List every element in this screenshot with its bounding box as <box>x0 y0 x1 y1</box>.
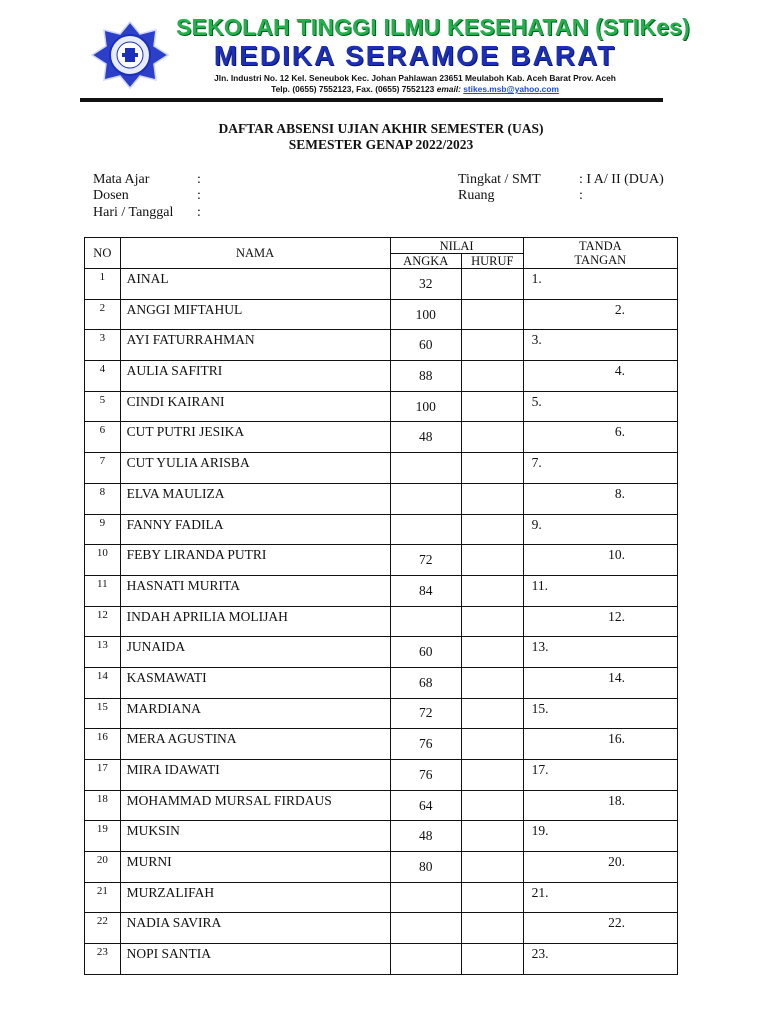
row-angka: 60 <box>390 330 462 361</box>
row-huruf <box>462 514 524 545</box>
row-tanda-tangan <box>523 790 677 821</box>
hari-tanggal-colon: : <box>197 205 201 220</box>
row-huruf <box>462 698 524 729</box>
signature-number: 12. <box>608 608 625 624</box>
row-nama: JUNAIDA <box>120 637 390 668</box>
row-nama: MOHAMMAD MURSAL FIRDAUS <box>120 790 390 821</box>
row-nama: AINAL <box>120 269 390 300</box>
row-nama: FANNY FADILA <box>120 514 390 545</box>
signature-number: 23. <box>531 946 549 962</box>
signature-number: 4. <box>614 363 625 379</box>
row-tanda-tangan <box>523 330 677 361</box>
row-nama: AULIA SAFITRI <box>120 361 390 392</box>
signature-number: 1. <box>531 271 542 286</box>
row-no: 23 <box>85 944 121 975</box>
table-row <box>85 729 678 760</box>
signature-number: 14. <box>608 669 625 685</box>
table-row <box>85 269 678 300</box>
row-angka <box>390 882 462 913</box>
row-huruf <box>462 391 524 422</box>
row-angka: 64 <box>390 790 462 821</box>
row-nama: CINDI KAIRANI <box>120 391 390 422</box>
header-nama: NAMA <box>120 238 390 269</box>
row-no: 18 <box>85 790 121 821</box>
row-no: 6 <box>85 422 121 453</box>
row-nama: MURNI <box>120 852 390 883</box>
header-nilai: NILAI <box>390 238 523 254</box>
row-tanda-tangan <box>523 483 677 514</box>
institution-name: MEDIKA SERAMOE BARAT <box>213 40 617 71</box>
row-angka: 48 <box>390 821 462 852</box>
row-nama: NADIA SAVIRA <box>120 913 390 944</box>
row-nama: KASMAWATI <box>120 667 390 698</box>
table-row <box>85 667 678 698</box>
ruang-label: Ruang <box>458 188 495 203</box>
row-nama: FEBY LIRANDA PUTRI <box>120 545 390 576</box>
tingkat-label: Tingkat / SMT <box>458 172 541 187</box>
ruang-value: : <box>579 188 583 203</box>
mata-ajar-label: Mata Ajar <box>93 172 150 187</box>
document-subtitle: SEMESTER GENAP 2022/2023 <box>288 137 474 152</box>
row-no: 15 <box>85 698 121 729</box>
row-no: 19 <box>85 821 121 852</box>
row-angka: 32 <box>390 269 462 300</box>
row-angka: 80 <box>390 852 462 883</box>
row-nama: CUT YULIA ARISBA <box>120 453 390 484</box>
hari-tanggal-label: Hari / Tanggal <box>93 205 174 220</box>
row-huruf <box>462 453 524 484</box>
row-angka <box>390 483 462 514</box>
signature-number: 20. <box>608 854 625 870</box>
row-huruf <box>462 667 524 698</box>
row-nama: MUKSIN <box>120 821 390 852</box>
header-angka: ANGKA <box>390 254 462 269</box>
signature-number: 3. <box>531 332 542 348</box>
table-row <box>85 422 678 453</box>
row-nama: MURZALIFAH <box>120 882 390 913</box>
row-tanda-tangan <box>523 852 677 883</box>
row-no: 3 <box>85 330 121 361</box>
row-tanda-tangan <box>523 545 677 576</box>
row-huruf <box>462 821 524 852</box>
table-row <box>85 913 678 944</box>
table-row <box>85 790 678 821</box>
row-tanda-tangan <box>523 882 677 913</box>
signature-number: 16. <box>608 731 625 747</box>
row-nama: CUT PUTRI JESIKA <box>120 422 390 453</box>
signature-number: 8. <box>614 485 625 501</box>
table-row <box>85 545 678 576</box>
row-nama: ANGGI MIFTAHUL <box>120 299 390 330</box>
table-row <box>85 361 678 392</box>
row-angka: 76 <box>390 729 462 760</box>
table-row <box>85 882 678 913</box>
institution-address: Jln. Industri No. 12 Kel. Seneubok Kec. Johan Pahlawan 23651 Meulaboh Kab. Aceh Barat Prov. Aceh <box>214 73 616 83</box>
row-huruf <box>462 545 524 576</box>
row-tanda-tangan <box>523 422 677 453</box>
row-huruf <box>462 729 524 760</box>
signature-number: 10. <box>608 547 625 563</box>
row-angka: 76 <box>390 760 462 791</box>
row-no: 13 <box>85 637 121 668</box>
table-row <box>85 698 678 729</box>
row-angka: 72 <box>390 545 462 576</box>
row-no: 11 <box>85 575 121 606</box>
table-row <box>85 852 678 883</box>
row-angka: 100 <box>390 299 462 330</box>
row-tanda-tangan <box>523 637 677 668</box>
tingkat-value: : I A/ II (DUA) <box>579 172 664 187</box>
header-tanda: TANDA <box>578 239 622 253</box>
row-angka: 72 <box>390 698 462 729</box>
row-nama: AYI FATURRAHMAN <box>120 330 390 361</box>
row-nama: NOPI SANTIA <box>120 944 390 975</box>
row-angka <box>390 453 462 484</box>
signature-number: 5. <box>531 393 542 409</box>
document-title: DAFTAR ABSENSI UJIAN AKHIR SEMESTER (UAS) <box>218 121 544 136</box>
row-no: 1 <box>85 269 121 300</box>
row-no: 14 <box>85 667 121 698</box>
institution-title: SEKOLAH TINGGI ILMU KESEHATAN (STIKes) <box>176 14 691 40</box>
row-nama: HASNATI MURITA <box>120 575 390 606</box>
row-angka: 84 <box>390 575 462 606</box>
table-row <box>85 330 678 361</box>
row-no: 4 <box>85 361 121 392</box>
signature-number: 22. <box>608 915 625 931</box>
table-row <box>85 575 678 606</box>
header-tangan: TANGAN <box>574 253 627 267</box>
signature-number: 17. <box>531 762 549 777</box>
row-tanda-tangan <box>523 698 677 729</box>
table-row <box>85 453 678 484</box>
header-huruf: HURUF <box>462 254 524 269</box>
row-huruf <box>462 882 524 913</box>
row-no: 5 <box>85 391 121 422</box>
row-nama: MIRA IDAWATI <box>120 760 390 791</box>
phone-fax: Telp. (0655) 7552123, Fax. (0655) 7552123 <box>271 84 435 94</box>
row-no: 20 <box>85 852 121 883</box>
signature-number: 19. <box>531 823 549 839</box>
row-huruf <box>462 483 524 514</box>
row-angka <box>390 913 462 944</box>
row-tanda-tangan <box>523 391 677 422</box>
row-huruf <box>462 944 524 975</box>
signature-number: 2. <box>614 301 625 317</box>
row-angka: 48 <box>390 422 462 453</box>
row-tanda-tangan <box>523 913 677 944</box>
row-no: 2 <box>85 299 121 330</box>
row-tanda-tangan <box>523 299 677 330</box>
row-no: 17 <box>85 760 121 791</box>
row-tanda-tangan <box>523 944 677 975</box>
signature-number: 18. <box>608 792 625 808</box>
row-nama: MARDIANA <box>120 698 390 729</box>
signature-number: 9. <box>531 516 542 532</box>
table-row <box>85 391 678 422</box>
row-tanda-tangan <box>523 269 677 300</box>
row-angka <box>390 944 462 975</box>
table-row <box>85 299 678 330</box>
row-no: 22 <box>85 913 121 944</box>
row-huruf <box>462 575 524 606</box>
dosen-label: Dosen <box>93 188 129 203</box>
row-huruf <box>462 913 524 944</box>
email-label: email: <box>436 84 461 94</box>
row-huruf <box>462 299 524 330</box>
row-tanda-tangan <box>523 606 677 637</box>
institution-contact <box>170 84 660 94</box>
row-nama: MERA AGUSTINA <box>120 729 390 760</box>
row-huruf <box>462 790 524 821</box>
letterhead-divider <box>80 98 663 102</box>
dosen-colon: : <box>197 188 201 203</box>
row-tanda-tangan <box>523 667 677 698</box>
row-angka <box>390 606 462 637</box>
row-tanda-tangan <box>523 821 677 852</box>
row-no: 12 <box>85 606 121 637</box>
row-tanda-tangan <box>523 575 677 606</box>
row-angka: 100 <box>390 391 462 422</box>
row-no: 21 <box>85 882 121 913</box>
row-huruf <box>462 637 524 668</box>
mata-ajar-colon: : <box>197 172 201 187</box>
row-tanda-tangan <box>523 760 677 791</box>
table-row <box>85 637 678 668</box>
attendance-rows <box>85 269 678 975</box>
row-angka: 68 <box>390 667 462 698</box>
signature-number: 15. <box>531 700 549 716</box>
table-row <box>85 606 678 637</box>
row-no: 8 <box>85 483 121 514</box>
row-tanda-tangan <box>523 361 677 392</box>
row-angka: 60 <box>390 637 462 668</box>
signature-number: 7. <box>531 455 542 471</box>
signature-number: 6. <box>614 424 625 440</box>
signature-number: 11. <box>531 577 549 593</box>
row-huruf <box>462 361 524 392</box>
row-huruf <box>462 422 524 453</box>
row-tanda-tangan <box>523 729 677 760</box>
signature-number: 13. <box>531 639 549 655</box>
row-huruf <box>462 852 524 883</box>
row-nama: ELVA MAULIZA <box>120 483 390 514</box>
row-angka: 88 <box>390 361 462 392</box>
row-tanda-tangan <box>523 453 677 484</box>
row-huruf <box>462 606 524 637</box>
table-row <box>85 514 678 545</box>
header-tanda-tangan <box>523 238 677 269</box>
header-no: NO <box>85 238 121 269</box>
row-angka <box>390 514 462 545</box>
institution-logo <box>88 20 172 90</box>
row-no: 16 <box>85 729 121 760</box>
table-row <box>85 944 678 975</box>
row-no: 7 <box>85 453 121 484</box>
row-no: 9 <box>85 514 121 545</box>
attendance-table <box>84 237 678 975</box>
row-no: 10 <box>85 545 121 576</box>
table-row <box>85 483 678 514</box>
row-huruf <box>462 330 524 361</box>
table-row <box>85 821 678 852</box>
row-huruf <box>462 269 524 300</box>
row-nama: INDAH APRILIA MOLIJAH <box>120 606 390 637</box>
table-row <box>85 760 678 791</box>
row-huruf <box>462 760 524 791</box>
email-link[interactable]: stikes.msb@yahoo.com <box>463 84 559 94</box>
signature-number: 21. <box>531 884 549 900</box>
row-tanda-tangan <box>523 514 677 545</box>
